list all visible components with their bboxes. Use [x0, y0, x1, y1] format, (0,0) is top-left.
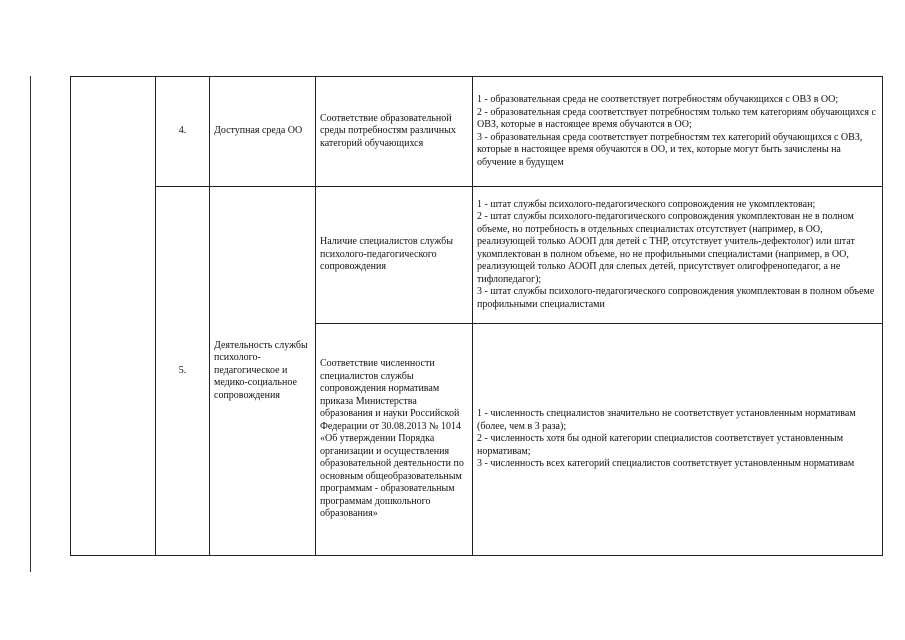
- level-item: 2 - численность хотя бы одной категории специалистов соответствует установленным нормативам;: [477, 433, 844, 457]
- criterion-text: Соответствие образовательной среды потребностям различных категорий обучающихся: [316, 77, 473, 187]
- level-item: 1 - штат службы психолого-педагогического сопровождения не укомплектован;: [477, 198, 816, 210]
- table-row: [71, 77, 883, 187]
- level-item: 1 - численность специалистов значительно не соответствует установленным нормативам (более, чем в 3 раза);: [477, 408, 856, 432]
- levels-cell: [473, 324, 883, 556]
- level-item: 2 - штат службы психолого-педагогического сопровождения укомплектован не в полном объеме, но потребность в отдельных специалистах отсутствует (например, в ОО, реализующей только АООП для детей с ТНР, отсутствует учитель-дефектолог) или штат укомплектован в полном объеме, но не профильными специалистами (например, в ОО, реализующей только АООП для слепых детей, присутствует олигофренопедагог, а не тифлопедагог);: [477, 211, 855, 285]
- level-item: 3 - образовательная среда соответствует потребностям тех категорий обучающихся с ОВЗ, которые в настоящее время обучаются в ОО, и тех, которые могут быть зачислены на обучение в будущем: [477, 131, 863, 168]
- criterion-text: Соответствие численности специалистов службы сопровождения нормативам приказа Министерства образования и науки Российской Федерации от 30.08.2013 № 1014 «Об утверждении Порядка организации и осуществления образовательной деятельности по основным общеобразовательным программам - образовательным программам дошкольного образования»: [316, 324, 473, 556]
- page-margin-line: [30, 76, 31, 572]
- section-name: Доступная среда ОО: [210, 77, 316, 187]
- table-row: [71, 187, 883, 324]
- level-item: 2 - образовательная среда соответствует потребностям только тем категориям обучающихся с ОВЗ, которые в настоящее время обучаются в ОО;: [477, 106, 876, 130]
- section-name: Деятельность службы психолого-педагогическое и медико-социальное сопровождения: [210, 187, 316, 556]
- level-item: 3 - штат службы психолого-педагогического сопровождения укомплектован в полном объеме профильными специалистами: [477, 286, 875, 310]
- row-number: 4.: [156, 77, 210, 187]
- criteria-table: [70, 76, 883, 556]
- criterion-text: Наличие специалистов службы психолого-педагогического сопровождения: [316, 187, 473, 324]
- level-item: 1 - образовательная среда не соответствует потребностям обучающихся с ОВЗ в ОО;: [477, 94, 839, 105]
- empty-group-cell: [71, 77, 156, 556]
- levels-cell: [473, 187, 883, 324]
- level-item: 3 - численность всех категорий специалистов соответствует установленным нормативам: [477, 458, 855, 470]
- row-number: 5.: [156, 187, 210, 556]
- levels-cell: [473, 77, 883, 187]
